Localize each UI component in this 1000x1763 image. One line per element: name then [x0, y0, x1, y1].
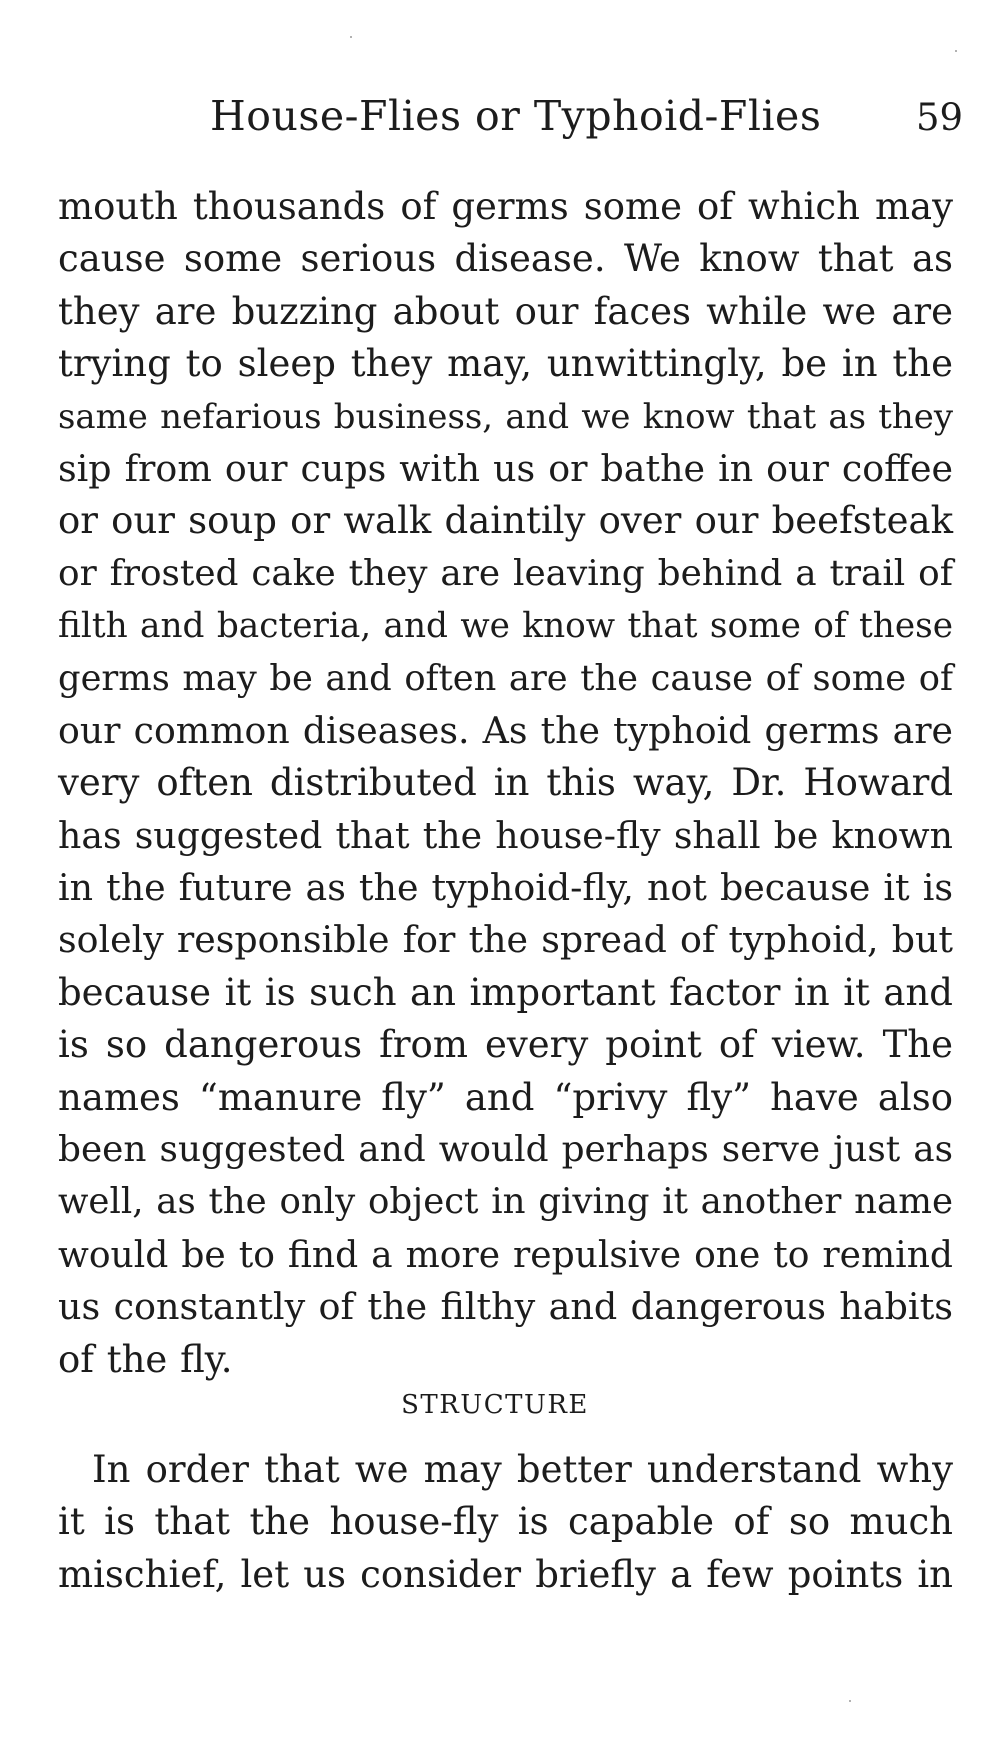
text-line: they are buzzing about our faces while we are [58, 289, 953, 333]
paper-speck [350, 36, 352, 38]
paragraph-1 [58, 181, 953, 1386]
text-line: names “manure fly” and “privy fly” have also [58, 1075, 953, 1119]
text-line: sip from our cups with us or bathe in our coffee [58, 446, 953, 490]
paper-speck [849, 1700, 851, 1702]
text-line: of the fly. [58, 1337, 233, 1381]
text-line: cause some serious disease. We know that as [58, 237, 953, 281]
text-line: mouth thousands of germs some of which may [58, 185, 953, 228]
paragraph-2 [58, 1444, 953, 1601]
text-line: is so dangerous from every point of view. The [58, 1023, 953, 1067]
text-line: same nefarious business, and we know that as they [58, 396, 953, 436]
text-line: it is that the house-fly is capable of so much [58, 1500, 953, 1544]
text-line: mischief, let us consider briefly a few points in [58, 1552, 953, 1596]
section-heading-text: STRUCTURE [401, 1390, 589, 1420]
text-line: our common diseases. As the typhoid germs are [58, 708, 953, 752]
text-line: very often distributed in this way, Dr. Howard [58, 761, 953, 805]
text-line: solely responsible for the spread of typhoid, but [58, 918, 953, 962]
text-line: germs may be and often are the cause of some of [58, 657, 953, 699]
section-heading [0, 1390, 1000, 1420]
text-line: been suggested and would perhaps serve just as [58, 1129, 953, 1171]
paper-speck [955, 50, 957, 52]
text-line: would be to find a more repulsive one to remind [58, 1233, 953, 1276]
text-line: filth and bacteria, and we know that some of these [58, 606, 953, 647]
page-number: 59 [916, 96, 964, 139]
text-line: or our soup or walk daintily over our beefsteak [58, 499, 953, 543]
text-line: has suggested that the house-fly shall be known [58, 813, 953, 857]
text-line: In order that we may better understand why [92, 1448, 953, 1491]
text-line: in the future as the typhoid-fly, not because it is [58, 866, 953, 910]
text-line: trying to sleep they may, unwittingly, be in the [58, 342, 953, 386]
text-line: or frosted cake they are leaving behind a trail of [58, 552, 953, 594]
text-line: well, as the only object in giving it another name [58, 1181, 953, 1223]
text-line: because it is such an important factor in it and [58, 970, 953, 1014]
text-line: us constantly of the filthy and dangerous habits [58, 1285, 953, 1329]
running-title: House-Flies or Typhoid-Flies [210, 92, 822, 140]
